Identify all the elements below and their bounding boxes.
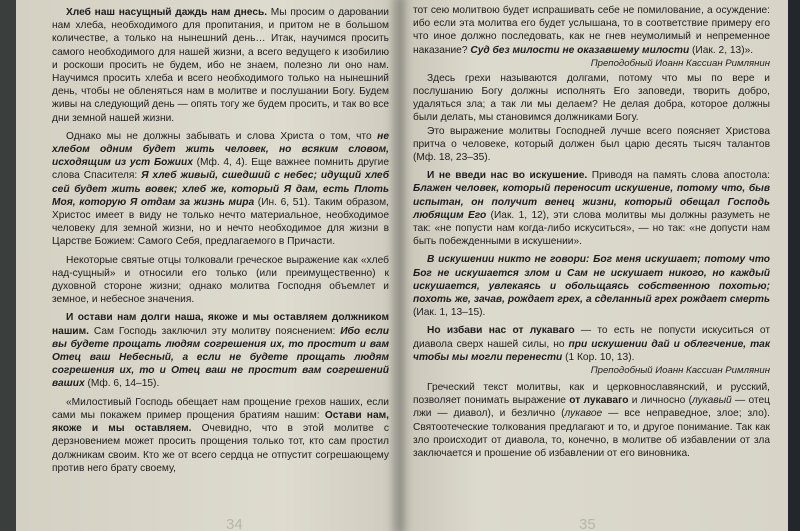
background-edge — [788, 0, 800, 531]
paragraph-daily-bread — [52, 6, 389, 125]
paragraph-text: (Мф. 6, 14–15). — [84, 378, 160, 390]
term: лукавое — [564, 408, 603, 420]
prayer-line-temptation: И не введи нас во искушение. — [427, 170, 588, 182]
scripture-quote: при искушении дай и облегчение, так чтобы мы могли перенести — [413, 338, 770, 363]
prayer-line-forgive: И остави нам долги наша, якоже и мы оставляем должником нашим. — [52, 312, 389, 337]
paragraph-continuation — [413, 4, 770, 57]
scripture-quote: Суд без милости не оказавшему милости — [470, 44, 690, 56]
paragraph-text: (Ин. 6, 51). Таким образом, Христос имеет в виду не только нечто материальное, необходимое человеку для земной жизни, но и нечто необходимое для жизни в Царстве Божием: Самого Себя, предлагаемого в Причасти. — [52, 196, 390, 248]
page-number-left: 34 — [226, 516, 243, 531]
prayer-line-deliver: Но избави нас от лукаваго — [427, 325, 575, 337]
paragraph-text: Мы просим о даровании нам хлеба, необходимого для пропитания, и притом не в большом количестве, а только на нынешний день… Итак, научимся просить самого необходимого для нашей жизни, а всего ведущего к изобилию и роскоши просить не будем, ибо не знаем, полезно ли оно нам. Научимся просить хлеба и всего необходимого только на нынешний день, чтобы не обленяться нам в молитве и послушании Богу. Будем живы на следующий день — опять тогу же будем просить, и так во все дни земной нашей жизни. — [52, 7, 389, 124]
paragraph-not-by-bread-alone — [52, 130, 389, 249]
prayer-line-daily-bread: Хлеб наш насущный даждь нам днесь. — [66, 7, 268, 18]
book-spread — [16, 0, 788, 531]
scripture-quote: не хлебом одним будет жить человек, но всяким словом, исходящим из уст Божиих — [52, 130, 389, 169]
paragraph-text: — то есть не попусти искуситься от диавола сверх нашей силы, но — [413, 325, 770, 350]
paragraph-text: Приводя на память слова апостола: — [587, 170, 770, 182]
paragraph-text: (1 Кор. 10, 13). — [562, 351, 635, 363]
scripture-quote: Блажен человек, который переносит искушение, потому что, быв испытан, он получит венец жизни, который обещал Господь любящим Его — [413, 183, 770, 221]
paragraph-text: и личносно ( — [628, 395, 693, 407]
paragraph-text: (Иак. 1, 12), эти слова молитвы мы должны разуметь не так: «не попусти нам когда-либо искуситься», — но так: «не допусти нам быть побежденными в искушении». — [413, 209, 770, 248]
right-page — [399, 0, 788, 531]
paragraph-parable: Это выражение молитвы Господней лучше всего поясняет Христова притча о человеке, который должен был царю десять тысяч талантов (Мф. 18, 23–35). — [413, 125, 770, 164]
paragraph-forgive-debts — [52, 311, 389, 390]
page-number-right: 35 — [579, 516, 596, 531]
paragraph-debts-meaning: Здесь грехи называются долгами, потому что мы по вере и послушанию Богу должны исполнять Его заповеди, творить добро, удаляться зла; а так ли мы делаем? Не делая добра, которое должны были делать, мы становимся должниками Богу. — [413, 72, 770, 124]
scripture-quote: В искушении никто не говори: Бог меня искушает; потому что Бог не искушается злом и Сам не искушает никого, но каждый искушается, увлекаясь и обольщаясь собственною похотью; похоть же, зачав, рождает грех, а сделанный грех рождает смерть — [413, 254, 770, 306]
paragraph-text: (Мф. 4, 4). Еще важнее помнить другие слова Спасителя: — [52, 157, 389, 182]
left-page — [16, 0, 399, 531]
paragraph-text: (Иак. 1, 13–15). — [413, 307, 486, 319]
scripture-quote: Ибо если вы будете прощать людям согрешения их, то простит и вам Отец ваш Небесный, а если не будете прощать людям согрешения их, то и Отец ваш не простит вам согрешений ваших — [52, 325, 389, 390]
paragraph-text: Очевидно, что в этой молитве с дерзновением может просить прощения только тот, кто сам простил должникам своим. Кто же от всего сердца не отпустит согрешающему против него брату своему, — [52, 423, 389, 474]
scripture-quote: Я хлеб живый, сшедший с небес; идущий хлеб сей будет жить вовек; хлеб же, который Я дам, есть Плоть Моя, которую Я отдам за жизнь мира — [52, 170, 390, 208]
paragraph-text: (Иак. 2, 13)». — [689, 44, 754, 56]
paragraph-greek-text — [413, 381, 770, 460]
paragraph-text: «Милостивый Господь обещает нам прощение грехов наших, если сами мы покажем пример прощения братиям нашим: — [52, 396, 389, 421]
paragraph-merciful-lord — [52, 396, 389, 475]
paragraph-text: Однако мы не должны забывать и слова Христа о том, что — [66, 130, 378, 142]
paragraph-text: Сам Господь заключил эту молитву пояснением: — [88, 325, 341, 337]
paragraph-deliver-evil — [413, 324, 770, 364]
prayer-quote: Остави нам, якоже и мы оставляем. — [52, 409, 389, 435]
paragraph-text: тот сею молитвою будет испрашивать себе не помилование, а осуждение: ибо если эта молитва его будет услышана, то в соответствие примеру его что иное должно последовать, как не гнев неумолимый и непременное наказание? — [413, 5, 770, 56]
paragraph-text: — все неправедное, злое; зло). Святоотеческие толкования предлагают и то, и другое понимание. Так как зло происходит от диавола, то, конечно, в молитве об избавлении от зла заключается и прошение об избавлении от его виновника. — [413, 408, 770, 460]
paragraph-text: — отец лжи — диавол), и безлично ( — [413, 395, 771, 420]
source-attribution: Преподобный Иоанн Кассиан Римлянин — [590, 365, 770, 377]
term: лукавый — [692, 395, 732, 407]
paragraph-supersubstantial: Некоторые святые отцы толковали греческое выражение как «хлеб над-сущный» и относили его только (или преимущественно) к духовной стороне жизни; однако молитва Господня объемлет и земное, и небесное значения. — [52, 254, 389, 306]
paragraph-temptation — [413, 169, 770, 248]
term: от лукаваго — [569, 395, 629, 407]
source-attribution: Преподобный Иоанн Кассиан Римлянин — [590, 57, 770, 69]
paragraph-james-quote — [413, 253, 770, 319]
paragraph-text: Греческий текст молитвы, как и церковнославянский, и русский, позволяет понимать выражение — [413, 382, 770, 407]
